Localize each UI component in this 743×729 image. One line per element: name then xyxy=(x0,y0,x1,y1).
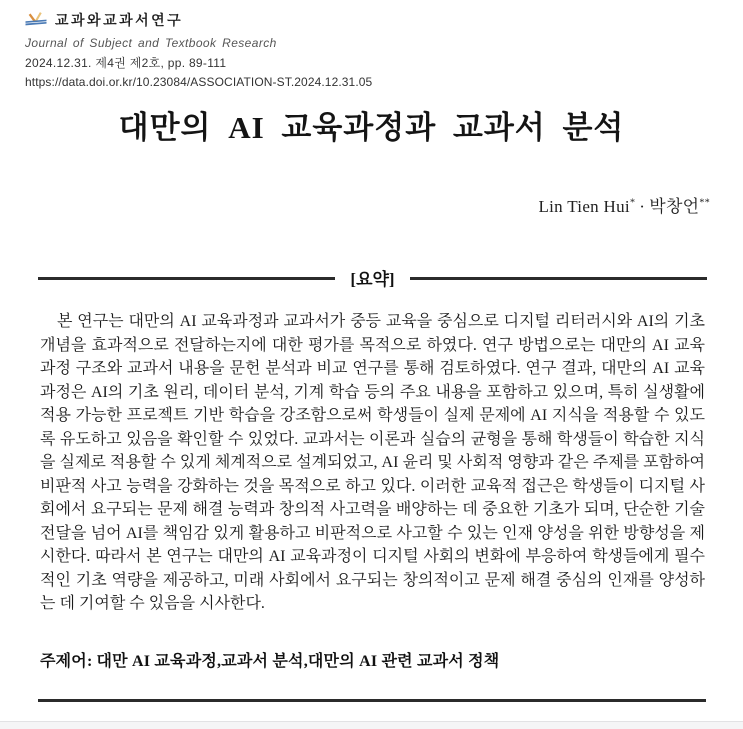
author-name-2: 박창언 xyxy=(649,197,700,216)
keywords-line xyxy=(40,648,503,671)
article-title: 대만의 AI 교육과정과 교과서 분석 xyxy=(118,110,625,145)
abstract-body: 본 연구는 대만의 AI 교육과정과 교과서가 중등 교육을 중심으로 디지털 리터러시와 AI의 기초 개념을 효과적으로 전달하는지에 대한 평가를 목적으로 하였다. 연구 방법으로는 대만의 AI 교육과정 구조와 교과서 내용을 문헌 분석과 비교 연구를 통해 검토하였다. 연구 결과, 대만의 AI 교육과정은 AI의 기초 원리, 데이터 분석, 기계 학습 등의 주요 내용을 포함하고 있으며, 특히 실생활에 적용 가능한 프로젝트 기반 학습을 강조함으로써 학생들이 실제 문제에 AI 지식을 적용할 수 있도록 유도하고 있음을 확인할 수 있었다. 교과서는 이론과 실습의 균형을 통해 학생들이 학습한 지식을 실제로 적용할 수 있게 체계적으로 설계되었고, AI 윤리 및 사회적 영향과 같은 주제를 포함하여 비판적 사고 능력을 강화하는 것을 목적으로 하고 있다. 이러한 교육적 접근은 학생들이 디지털 사회에서 요구되는 문제 해결 능력과 창의적 사고력을 배양하는 데 중요한 기초가 되며, 단순한 기술 전달을 넘어 AI를 책임감 있게 활용하고 비판적으로 사고할 수 있는 인재 양성을 위한 방향성을 제시한다. 따라서 본 연구는 대만의 AI 교육과정이 디지털 사회의 변화에 부응하여 학생들에게 필수적인 기초 역량을 제공하고, 미래 사회에서 요구되는 창의적이고 문제 해결 중심의 인재를 양성하는 데 기여할 수 있음을 시사한다. xyxy=(40,313,705,612)
footer-rule xyxy=(38,699,706,702)
journal-name-english: Journal of Subject and Textbook Research xyxy=(25,36,277,50)
author-name-1: Lin Tien Hui xyxy=(538,197,630,216)
author-separator: · xyxy=(639,197,646,216)
abstract-heading: [요약] xyxy=(350,270,395,289)
journal-name-row xyxy=(25,10,372,30)
abstract-divider xyxy=(38,266,707,291)
divider-rule-right xyxy=(410,277,707,280)
keywords-text: 대만 AI 교육과정,교과서 분석,대만의 AI 관련 교과서 정책 xyxy=(96,653,500,670)
open-book-icon xyxy=(25,12,47,28)
divider-rule-left xyxy=(38,277,335,280)
journal-header xyxy=(25,10,372,89)
keywords-label: 주제어: xyxy=(40,653,93,670)
journal-issue-info: 2024.12.31. 제4권 제2호, pp. 89-111 xyxy=(25,56,227,70)
page-bottom-strip xyxy=(0,721,743,729)
author-1-affiliation-mark: * xyxy=(629,197,636,209)
author-2-affiliation-mark: ** xyxy=(699,197,710,209)
journal-name: 교과와교과서연구 xyxy=(55,12,184,28)
author-line xyxy=(538,192,710,217)
doi-url: https://data.doi.or.kr/10.23084/ASSOCIATION-ST.2024.12.31.05 xyxy=(25,75,373,89)
